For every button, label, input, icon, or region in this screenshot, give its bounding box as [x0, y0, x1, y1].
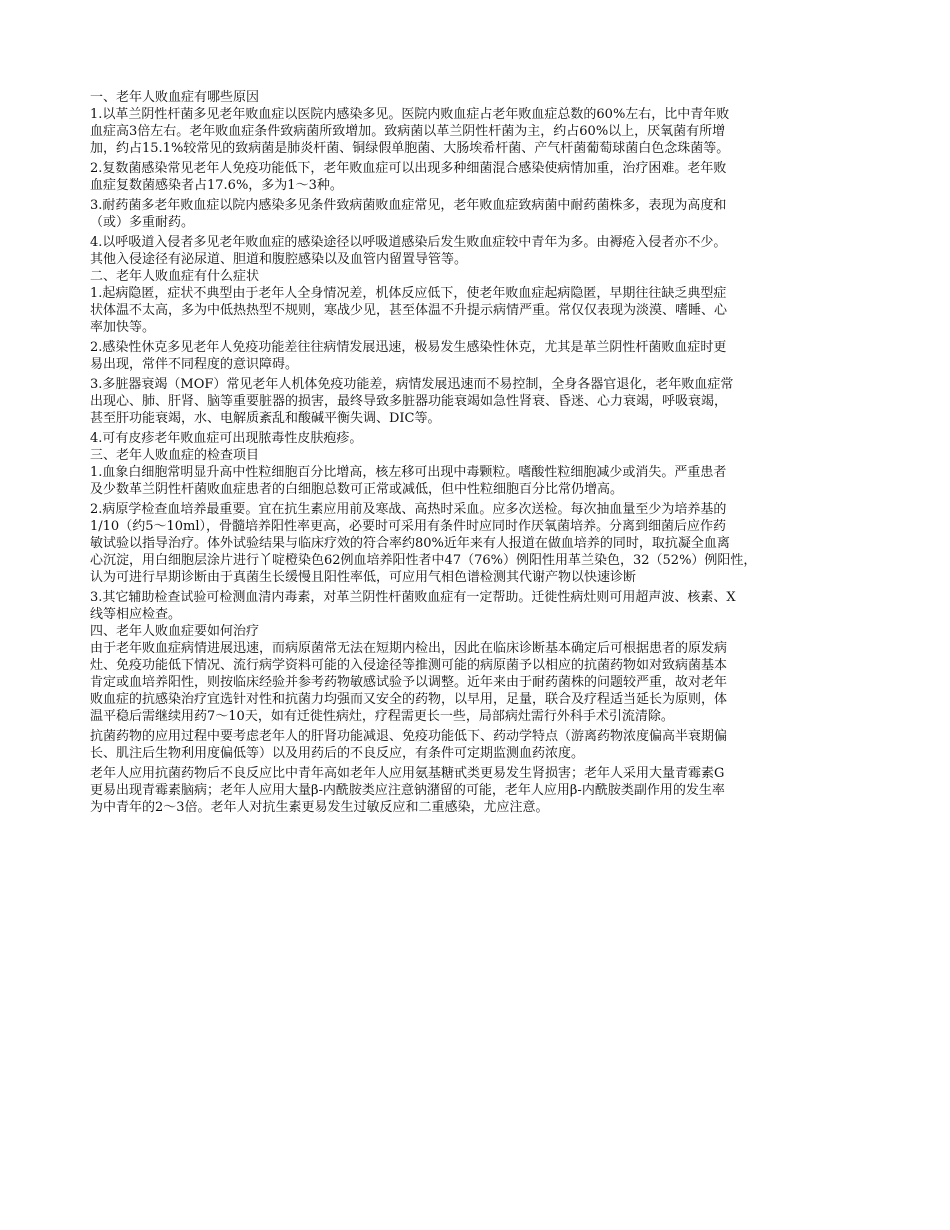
- text-line: 1.起病隐匿，症状不典型由于老年人全身情况差，机体反应低下，使老年败血症起病隐匿，早期往往缺乏典型症: [90, 286, 727, 301]
- text-line: 线等相应检查。: [90, 607, 182, 622]
- text-line: 由于老年败血症病情进展迅速，而病原菌常无法在短期内检出，因此在临床诊断基本确定后可根据患者的原发病: [90, 641, 728, 656]
- text-line: 抗菌药物的应用过程中要考虑老年人的肝肾功能减退、免疫功能低下、药动学特点（游离药物浓度偏高半衰期偏: [90, 729, 728, 744]
- text-line: 温平稳后需继续用药7～10天，如有迁徙性病灶，疗程需更长一些，局部病灶需行外科手术引流清除。: [90, 709, 674, 724]
- text-line: 甚至肝功能衰竭，水、电解质紊乱和酸碱平衡失调、DIC等。: [90, 411, 441, 426]
- text-line: 状体温不太高，多为中低热热型不规则，寒战少见，甚至体温不升提示病情严重。常仅仅表现为淡漠、嗜睡、心: [90, 303, 728, 318]
- text-line: 肯定或血培养阳性，则按临床经验并参考药物敏感试验予以调整。近年来由于耐药菌株的问题较严重，故对老年: [90, 675, 728, 690]
- section-heading-treatment: 四、老年人败血症要如何治疗: [90, 624, 260, 639]
- section-heading-symptoms: 二、老年人败血症有什么症状: [90, 269, 260, 284]
- text-line: 易出现，常伴不同程度的意识障碍。: [90, 357, 299, 372]
- text-line: 3.多脏器衰竭（MOF）常见老年人机体免疫功能差，病情发展迅速而不易控制，全身各器官退化，老年败血症常: [90, 377, 734, 392]
- text-line: （或）多重耐药。: [90, 215, 195, 230]
- text-line: 血症高3倍左右。老年败血症条件致病菌所致增加。致病菌以革兰阴性杆菌为主，约占60%以上，厌氧菌有所增: [90, 124, 726, 139]
- text-line: 长、肌注后生物利用度偏低等）以及用药后的不良反应，有条件可定期监测血药浓度。: [90, 746, 585, 761]
- text-line: 2.复数菌感染常见老年人免疫功能低下，老年败血症可以出现多种细菌混合感染使病情加重，治疗困难。老年败: [90, 161, 727, 176]
- text-line: 2.感染性休克多见老年人免疫功能差往往病情发展迅速，极易发生感染性休克，尤其是革兰阴性杆菌败血症时更: [90, 340, 727, 355]
- section-heading-causes: 一、老年人败血症有哪些原因: [90, 90, 260, 105]
- text-line: 2.病原学检查血培养最重要。宜在抗生素应用前及寒战、高热时采血。应多次送检。每次抽血量至少为培养基的: [90, 502, 727, 517]
- text-line: 老年人应用抗菌药物后不良反应比中青年高如老年人应用氨基糖甙类更易发生肾损害；老年人采用大量青霉素G: [90, 766, 725, 781]
- text-line: 4.可有皮疹老年败血症可出现脓毒性皮肤疱疹。: [90, 431, 363, 446]
- text-line: 败血症的抗感染治疗宜选针对性和抗菌力均强而又安全的药物，以早用，足量，联合及疗程适当延长为原则，体: [90, 692, 728, 707]
- text-line: 1.以革兰阴性杆菌多见老年败血症以医院内感染多见。医院内败血症占老年败血症总数的60%左右，比中青年败: [90, 107, 730, 122]
- text-line: 其他入侵途径有泌尿道、胆道和腹腔感染以及血管内留置导管等。: [90, 252, 468, 267]
- text-line: 3.耐药菌多老年败血症以院内感染多见条件致病菌败血症常见，老年败血症致病菌中耐药菌株多，表现为高度和: [90, 198, 727, 213]
- text-line: 率加快等。: [90, 320, 156, 335]
- text-line: 出现心、肺、肝肾、脑等重要脏器的损害，最终导致多脏器功能衰竭如急性肾衰、昏迷、心力衰竭，呼吸衰竭，: [90, 394, 728, 409]
- text-line: 1/10（约5～10ml），骨髓培养阳性率更高，必要时可采用有条件时应同时作厌氧菌培养。分离到细菌后应作药: [90, 519, 726, 534]
- text-line: 血症复数菌感染者占17.6%，多为1～3种。: [90, 178, 343, 193]
- text-line: 为中青年的2～3倍。老年人对抗生素更易发生过敏反应和二重感染，尤应注意。: [90, 800, 549, 815]
- text-line: 及少数革兰阴性杆菌败血症患者的白细胞总数可正常或减低，但中性粒细胞百分比常仍增高。: [90, 482, 624, 497]
- text-line: 1.血象白细胞常明显升高中性粒细胞百分比增高，核左移可出现中毒颗粒。嗜酸性粒细胞减少或消失。严重患者: [90, 465, 727, 480]
- text-line: 灶、免疫功能低下情况、流行病学资料可能的入侵途径等推测可能的病原菌予以相应的抗菌药物如对致病菌基本: [90, 658, 728, 673]
- text-line: 敏试验以指导治疗。体外试验结果与临床疗效的符合率约80%近年来有人报道在做血培养的同时，取抗凝全血离: [90, 536, 730, 551]
- text-line: 心沉淀，用白细胞层涂片进行丫啶橙染色62例血培养阳性者中47（76%）例阳性用革兰染色，32（52%）例阳性，: [90, 553, 757, 568]
- text-line: 认为可进行早期诊断由于真菌生长缓慢且阳性率低，可应用气相色谱检测其代谢产物以快速诊断: [90, 570, 637, 585]
- text-line: 4.以呼吸道入侵者多见老年败血症的感染途径以呼吸道感染后发生败血症较中青年为多。由褥疮入侵者亦不少。: [90, 235, 727, 250]
- text-line: 加，约占15.1%较常见的致病菌是肺炎杆菌、铜绿假单胞菌、大肠埃希杆菌、产气杆菌葡萄球菌白色念珠菌等。: [90, 141, 730, 156]
- section-heading-tests: 三、老年人败血症的检查项目: [90, 448, 260, 463]
- text-line: 更易出现青霉素脑病；老年人应用大量β-内酰胺类应注意钠潴留的可能，老年人应用β-内酰胺类副作用的发生率: [90, 783, 725, 798]
- text-line: 3.其它辅助检查试验可检测血清内毒素，对革兰阴性杆菌败血症有一定帮助。迁徙性病灶则可用超声波、核素、X: [90, 590, 736, 605]
- document-body: [90, 89, 872, 816]
